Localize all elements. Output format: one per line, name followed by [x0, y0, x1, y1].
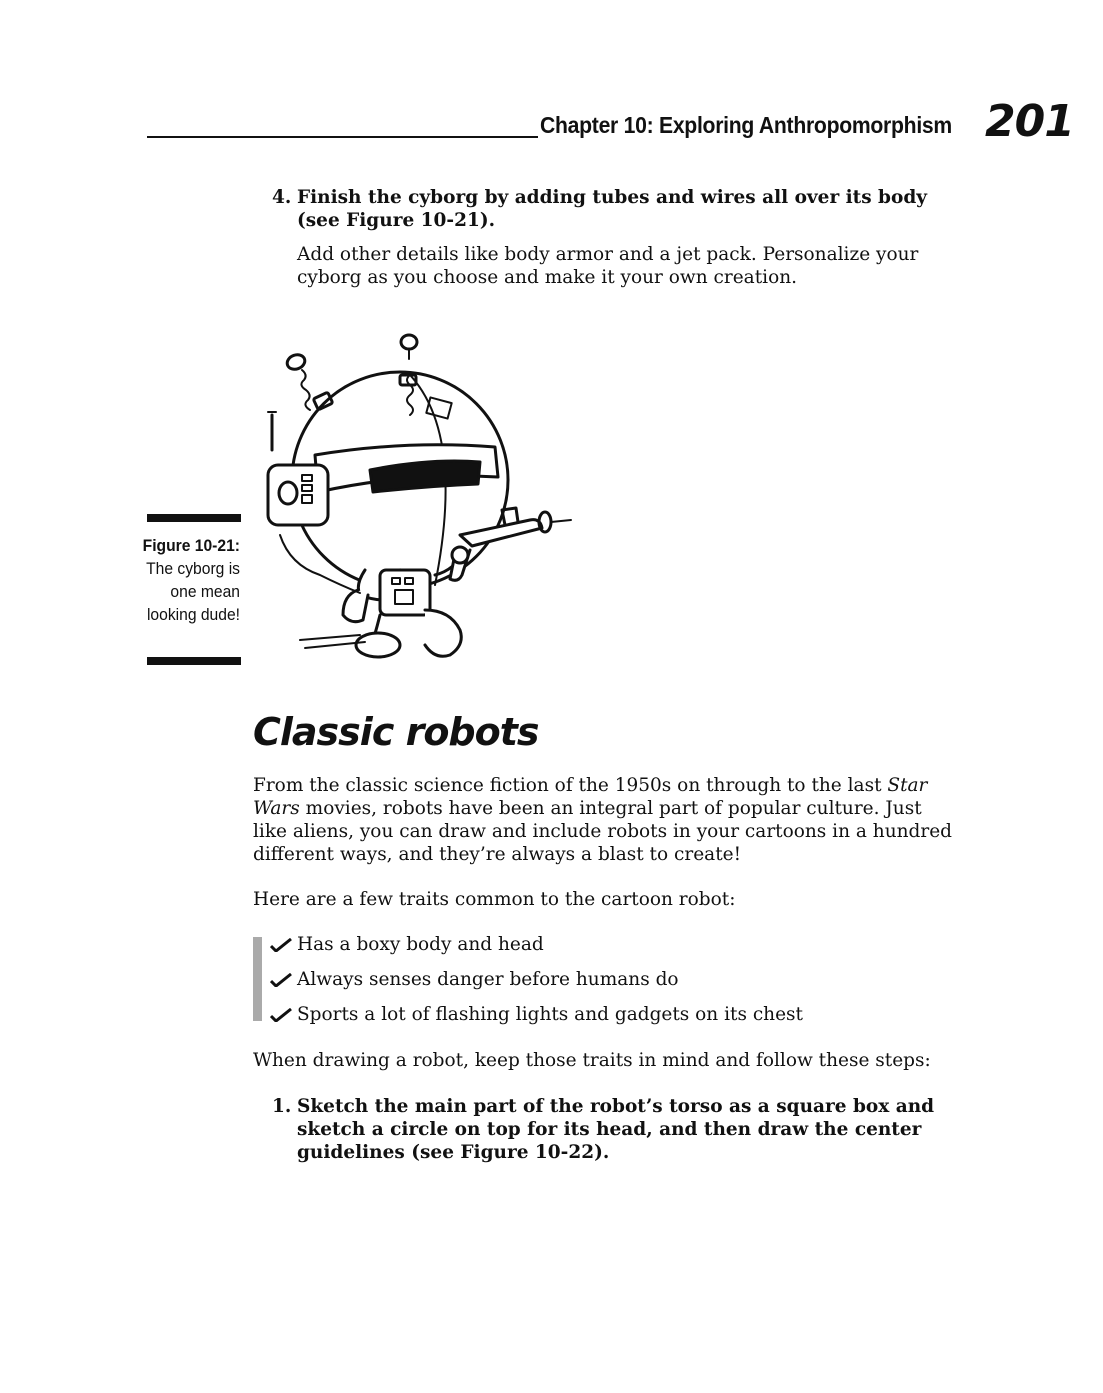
step-number: 4.	[272, 187, 292, 208]
traits-intro: Here are a few traits common to the cartoon robot:	[253, 889, 736, 910]
figure-caption	[139, 534, 240, 626]
list-item	[270, 969, 803, 1004]
trait-text: Sports a lot of flashing lights and gadgets on its chest	[297, 1004, 803, 1025]
step-1	[272, 1095, 947, 1164]
traits-list	[270, 934, 803, 1039]
checkmark-icon	[270, 973, 292, 987]
trait-text: Always senses danger before humans do	[297, 969, 679, 990]
steps-intro: When drawing a robot, keep those traits in mind and follow these steps:	[253, 1050, 931, 1071]
list-item	[270, 934, 803, 969]
checkmark-icon	[270, 1008, 292, 1022]
step-number: 1.	[272, 1096, 292, 1117]
page-number: 201	[985, 96, 1074, 147]
running-head: Chapter 10: Exploring Anthropomorphism	[540, 112, 952, 138]
checkmark-icon	[270, 938, 292, 952]
caption-rule-bottom	[147, 657, 241, 665]
step-instruction: Finish the cyborg by adding tubes and wires all over its body (see Figure 10-21).	[297, 187, 928, 231]
caption-rule-top	[147, 514, 241, 522]
list-item	[270, 1004, 803, 1039]
figure-caption-text: The cyborg is one mean looking dude!	[146, 559, 240, 624]
intro-text-start: From the classic science fiction of the 1950s on through to the last	[253, 775, 888, 796]
figure-label: Figure 10-21:	[142, 536, 240, 555]
list-sidebar-bar	[253, 937, 262, 1021]
intro-text-end: movies, robots have been an integral part of popular culture. Just like aliens, you can draw and include robots in your cartoons in a hundred different ways, and they’re always a blast to create!	[253, 798, 953, 865]
header-rule	[147, 136, 538, 138]
step-instruction: Sketch the main part of the robot’s torso as a square box and sketch a circle on top for its head, and then draw the center guidelines (see Figure 10-22).	[297, 1096, 935, 1163]
section-title: Classic robots	[253, 710, 539, 754]
step-4-detail: Add other details like body armor and a jet pack. Personalize your cyborg as you choose and make it your own creation.	[297, 244, 919, 288]
step-4	[272, 186, 937, 232]
intro-italic: Star Wars	[253, 775, 928, 819]
cyborg-illustration	[260, 330, 580, 660]
trait-text: Has a boxy body and head	[297, 934, 544, 955]
section-intro	[253, 774, 953, 866]
